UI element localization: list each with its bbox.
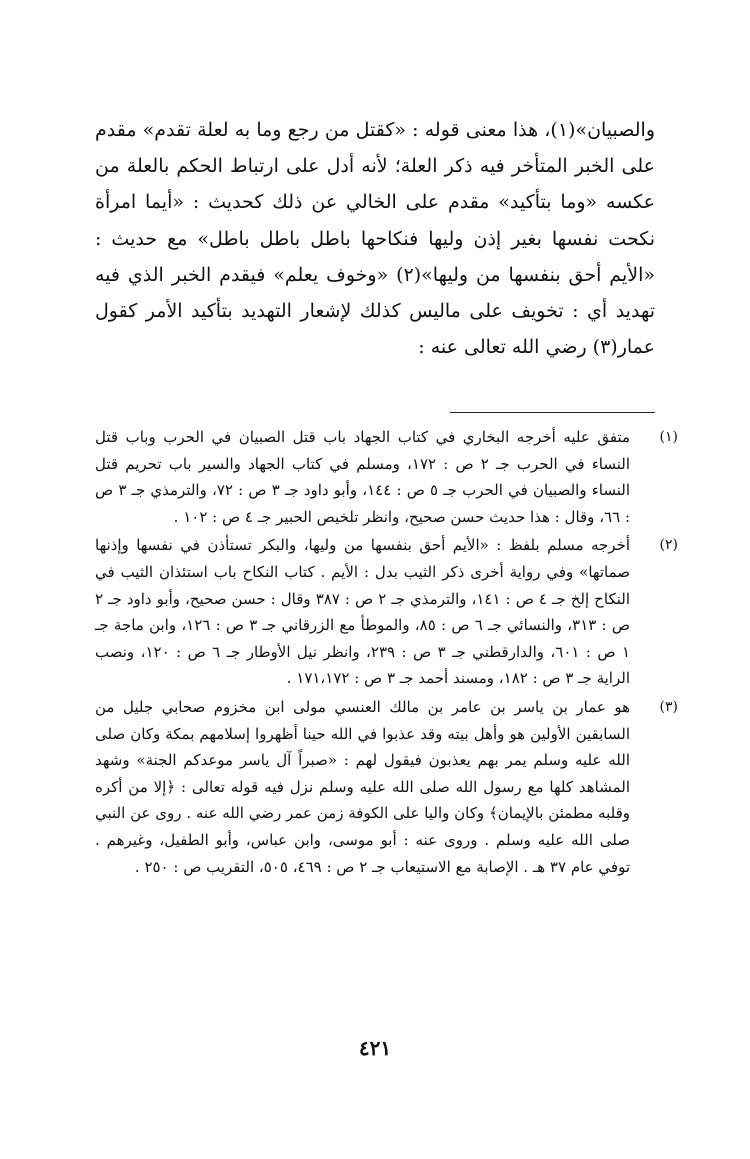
footnote-text: أخرجه مسلم بلفظ : «الأيم أحق بنفسها من وليها، والبكر تستأذن في نفسها وإذنها صماتها» وفي رواية أخرى ذكر الثيب بدل : الأيم . كتاب النكاح باب استئذان الثيب في النكاح إلخ جـ ٤ ص : ١٤١، والترمذي جـ ٢ ص : ٣٨٧ وقال : حسن صحيح، وأبو داود جـ ٢ ص : ٣١٣، والنسائي جـ ٦ ص : ٨٥، والموطأ مع الزرقاني جـ ٣ ص : ١٢٦، وابن ماجة جـ ١ ص : ٦٠١، والدارقطني جـ ٣ ص : ٢٣٩، وانظر نيل الأوطار جـ ٦ ص : ١٢٠، ونصب الراية جـ ٣ ص : ١٨٢، ومسند أحمد جـ ٣ ص : ١٧١،١٧٢ . [95, 536, 631, 688]
footnote-number: (٢) [659, 537, 678, 554]
footnote-text: متفق عليه أخرجه البخاري في كتاب الجهاد باب قتل الصبيان في الحرب وباب قتل النساء في الحرب جـ ٢ ص : ١٧٢، ومسلم في كتاب الجهاد والسير باب تحريم قتل النساء والصبيان في الحرب جـ ٥ ص : ١٤٤، وأبو داود جـ ٣ ص : ٧٢، والترمذي جـ ٣ ص : ٦٦، وقال : هذا حديث حسن صحيح، وانظر تلخيص الحبير جـ ٤ ص : ١٠٢ . [95, 428, 631, 526]
footnote-text: هو عمار بن ياسر بن عامر بن مالك العنسي مولى ابن مخزوم صحابي جليل من السابقين الأولين هو وأهل بيته وقد عذبوا في الله حينا أظهروا إسلامهم بمكة وكان صلى الله عليه وسلم يمر بهم يعذبون فيقول لهم : «صبراً آل ياسر موعدكم الجنة» وشهد المشاهد كلها مع رسول الله صلى الله عليه وسلم نزل فيه قوله تعالى : ﴿إلا من أكره وقلبه مطمئن بالإيمان﴾ وكان واليا على الكوفة زمن عمر رضي الله عنه . روى عن النبي صلى الله عليه وسلم . وروى عنه : أبو موسى، وابن عباس، وأبو الطفيل، وغيرهم . توفي عام ٣٧ هـ . الإصابة مع الاستيعاب جـ ٢ ص : ٤٦٩، ٥٠٥، التقريب ص : ٢٥٠ . [95, 697, 630, 876]
footnote-3 [95, 694, 678, 880]
footnotes-section [95, 424, 678, 882]
main-paragraph: والصبيان»(١)، هذا معنى قوله : «كقتل من رجع وما به لعلة تقدم» مقدم على الخبر المتأخر فيه ذكر العلة؛ لأنه أدل على ارتباط الحكم بالعلة من عكسه «وما بتأكيد» مقدم على الخالي عن ذلك كحديث : «أيما امرأة نكحت نفسها بغير إذن وليها فنكاحها باطل باطل باطل» مع حديث : «الأيم أحق بنفسها من وليها»(٢) «وخوف يعلم» فيقدم الخبر الذي فيه تهديد أي : تخويف على ماليس كذلك لإشعار التهديد بتأكيد الأمر كقول عمار(٣) رضي الله تعالى عنه : [95, 119, 655, 359]
page-number: ٤٢١ [358, 1036, 392, 1060]
footnote-separator [450, 412, 655, 413]
footnote-number: (٣) [659, 698, 678, 715]
main-text-block [95, 112, 655, 365]
footnote-1 [95, 424, 678, 530]
footnote-number: (١) [659, 429, 678, 445]
footnote-2 [95, 532, 678, 692]
